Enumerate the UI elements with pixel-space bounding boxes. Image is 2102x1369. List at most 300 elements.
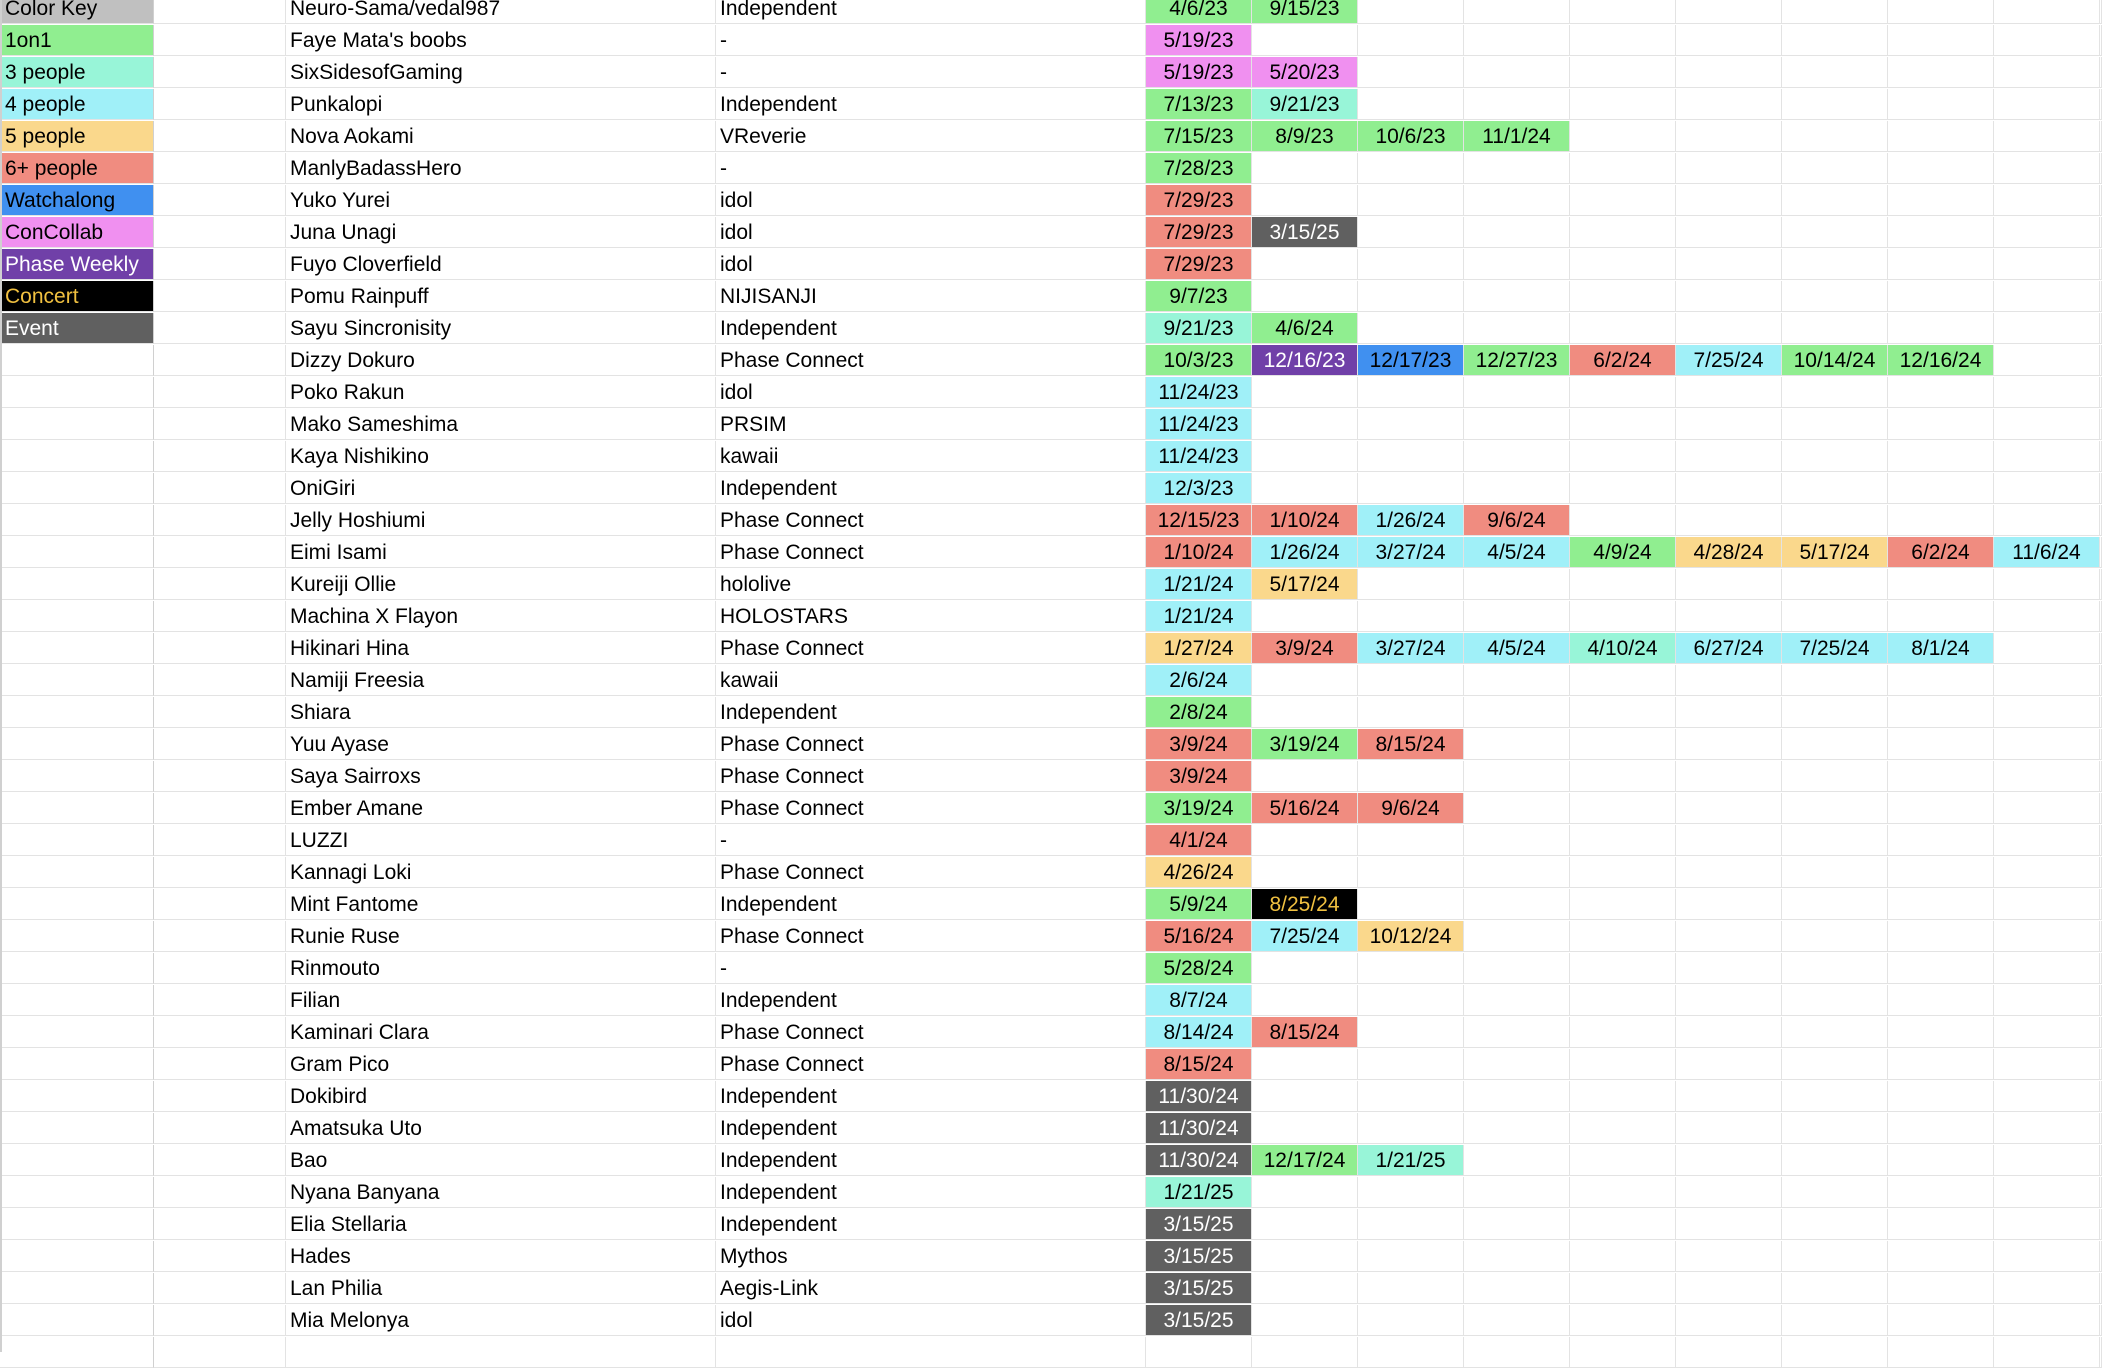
date-cell[interactable] <box>1570 985 1676 1016</box>
date-cell[interactable] <box>1570 601 1676 632</box>
date-cell[interactable]: 7/13/23 <box>1146 89 1252 120</box>
color-key-cell[interactable] <box>0 345 154 376</box>
empty-cell[interactable] <box>154 1113 286 1144</box>
name-cell[interactable]: Yuu Ayase <box>286 729 716 760</box>
date-cell[interactable]: 1/26/24 <box>1252 537 1358 568</box>
date-cell[interactable] <box>1888 665 1994 696</box>
date-cell[interactable] <box>1676 1113 1782 1144</box>
date-cell[interactable] <box>1570 505 1676 536</box>
affiliation-cell[interactable]: PRSIM <box>716 409 1146 440</box>
date-cell[interactable] <box>1888 1337 1994 1368</box>
empty-cell[interactable] <box>154 1241 286 1272</box>
date-cell[interactable] <box>1782 889 1888 920</box>
date-cell[interactable] <box>1464 1273 1570 1304</box>
date-cell[interactable] <box>1888 601 1994 632</box>
affiliation-cell[interactable]: NIJISANJI <box>716 281 1146 312</box>
date-cell[interactable]: 6/2/24 <box>1888 537 1994 568</box>
date-cell[interactable] <box>1570 793 1676 824</box>
name-cell[interactable]: Jelly Hoshiumi <box>286 505 716 536</box>
empty-cell[interactable] <box>154 57 286 88</box>
date-cell[interactable]: 9/15/23 <box>1252 0 1358 24</box>
name-cell[interactable]: Dokibird <box>286 1081 716 1112</box>
date-cell[interactable]: 12/16/24 <box>1888 345 1994 376</box>
date-cell[interactable] <box>1782 665 1888 696</box>
color-key-color-key[interactable]: Color Key <box>0 0 154 24</box>
date-cell[interactable]: 4/26/24 <box>1146 857 1252 888</box>
date-cell[interactable] <box>1358 281 1464 312</box>
date-cell[interactable]: 4/9/24 <box>1570 537 1676 568</box>
date-cell[interactable] <box>1570 1337 1676 1368</box>
affiliation-cell[interactable]: kawaii <box>716 441 1146 472</box>
date-cell[interactable] <box>1994 1273 2100 1304</box>
date-cell[interactable]: 1/10/24 <box>1252 505 1358 536</box>
date-cell[interactable] <box>1252 1337 1358 1368</box>
affiliation-cell[interactable] <box>716 1337 1146 1368</box>
affiliation-cell[interactable]: Aegis-Link <box>716 1273 1146 1304</box>
date-cell[interactable] <box>1570 153 1676 184</box>
affiliation-cell[interactable]: kawaii <box>716 665 1146 696</box>
date-cell[interactable] <box>1782 601 1888 632</box>
name-cell[interactable]: ManlyBadassHero <box>286 153 716 184</box>
empty-cell[interactable] <box>154 441 286 472</box>
date-cell[interactable]: 8/15/24 <box>1358 729 1464 760</box>
date-cell[interactable] <box>1994 409 2100 440</box>
date-cell[interactable]: 5/17/24 <box>1252 569 1358 600</box>
date-cell[interactable] <box>1888 793 1994 824</box>
color-key-cell[interactable] <box>0 793 154 824</box>
date-cell[interactable] <box>1464 985 1570 1016</box>
date-cell[interactable] <box>1782 185 1888 216</box>
date-cell[interactable] <box>1994 601 2100 632</box>
date-cell[interactable] <box>1782 857 1888 888</box>
date-cell[interactable] <box>1782 1273 1888 1304</box>
date-cell[interactable] <box>1888 857 1994 888</box>
name-cell[interactable]: Lan Philia <box>286 1273 716 1304</box>
date-cell[interactable]: 1/26/24 <box>1358 505 1464 536</box>
date-cell[interactable] <box>1782 953 1888 984</box>
date-cell[interactable] <box>1464 1209 1570 1240</box>
name-cell[interactable]: Pomu Rainpuff <box>286 281 716 312</box>
empty-cell[interactable] <box>154 761 286 792</box>
date-cell[interactable] <box>1782 1241 1888 1272</box>
date-cell[interactable] <box>1782 0 1888 24</box>
date-cell[interactable] <box>1464 1145 1570 1176</box>
color-key-cell[interactable] <box>0 1241 154 1272</box>
name-cell[interactable]: OniGiri <box>286 473 716 504</box>
date-cell[interactable] <box>1888 121 1994 152</box>
date-cell[interactable] <box>1570 0 1676 24</box>
color-key-cell[interactable] <box>0 1305 154 1336</box>
date-cell[interactable]: 3/15/25 <box>1146 1241 1252 1272</box>
affiliation-cell[interactable]: Independent <box>716 1081 1146 1112</box>
date-cell[interactable] <box>1782 313 1888 344</box>
date-cell[interactable]: 3/15/25 <box>1252 217 1358 248</box>
date-cell[interactable]: 10/6/23 <box>1358 121 1464 152</box>
date-cell[interactable] <box>1676 601 1782 632</box>
date-cell[interactable] <box>1782 153 1888 184</box>
name-cell[interactable]: Eimi Isami <box>286 537 716 568</box>
empty-cell[interactable] <box>154 953 286 984</box>
date-cell[interactable] <box>1888 89 1994 120</box>
date-cell[interactable] <box>1994 25 2100 56</box>
date-cell[interactable]: 10/12/24 <box>1358 921 1464 952</box>
affiliation-cell[interactable]: Independent <box>716 889 1146 920</box>
name-cell[interactable]: Faye Mata's boobs <box>286 25 716 56</box>
empty-cell[interactable] <box>154 1017 286 1048</box>
affiliation-cell[interactable]: hololive <box>716 569 1146 600</box>
empty-cell[interactable] <box>154 633 286 664</box>
date-cell[interactable]: 5/19/23 <box>1146 57 1252 88</box>
color-key-cell[interactable] <box>0 601 154 632</box>
date-cell[interactable] <box>1676 1241 1782 1272</box>
color-key-cell[interactable] <box>0 1017 154 1048</box>
affiliation-cell[interactable]: - <box>716 825 1146 856</box>
date-cell[interactable]: 8/1/24 <box>1888 633 1994 664</box>
affiliation-cell[interactable]: - <box>716 25 1146 56</box>
color-key-cell[interactable] <box>0 441 154 472</box>
date-cell[interactable] <box>1464 1177 1570 1208</box>
date-cell[interactable]: 1/21/25 <box>1358 1145 1464 1176</box>
date-cell[interactable] <box>1252 857 1358 888</box>
date-cell[interactable] <box>1358 1273 1464 1304</box>
empty-cell[interactable] <box>154 857 286 888</box>
date-cell[interactable] <box>1252 473 1358 504</box>
color-key-cell[interactable] <box>0 1113 154 1144</box>
date-cell[interactable] <box>1358 1017 1464 1048</box>
color-key-cell[interactable] <box>0 761 154 792</box>
empty-cell[interactable] <box>154 313 286 344</box>
date-cell[interactable] <box>1676 377 1782 408</box>
date-cell[interactable]: 4/1/24 <box>1146 825 1252 856</box>
date-cell[interactable] <box>1252 249 1358 280</box>
date-cell[interactable] <box>1888 313 1994 344</box>
date-cell[interactable] <box>1358 473 1464 504</box>
date-cell[interactable] <box>1994 185 2100 216</box>
date-cell[interactable] <box>1782 569 1888 600</box>
date-cell[interactable] <box>1888 1209 1994 1240</box>
date-cell[interactable] <box>1464 601 1570 632</box>
date-cell[interactable]: 10/14/24 <box>1782 345 1888 376</box>
date-cell[interactable] <box>1570 1177 1676 1208</box>
date-cell[interactable] <box>1252 377 1358 408</box>
date-cell[interactable] <box>1782 89 1888 120</box>
date-cell[interactable] <box>1782 761 1888 792</box>
affiliation-cell[interactable]: Independent <box>716 1145 1146 1176</box>
date-cell[interactable] <box>1464 569 1570 600</box>
date-cell[interactable]: 8/15/24 <box>1146 1049 1252 1080</box>
empty-cell[interactable] <box>154 665 286 696</box>
name-cell[interactable]: Hades <box>286 1241 716 1272</box>
date-cell[interactable] <box>1994 281 2100 312</box>
name-cell[interactable]: Punkalopi <box>286 89 716 120</box>
affiliation-cell[interactable]: - <box>716 57 1146 88</box>
name-cell[interactable]: Saya Sairroxs <box>286 761 716 792</box>
date-cell[interactable] <box>1888 1273 1994 1304</box>
date-cell[interactable] <box>1676 89 1782 120</box>
color-key-cell[interactable] <box>0 665 154 696</box>
date-cell[interactable] <box>1464 1337 1570 1368</box>
date-cell[interactable] <box>1994 1305 2100 1336</box>
affiliation-cell[interactable]: Phase Connect <box>716 537 1146 568</box>
date-cell[interactable] <box>1464 697 1570 728</box>
name-cell[interactable]: Bao <box>286 1145 716 1176</box>
affiliation-cell[interactable]: Independent <box>716 1209 1146 1240</box>
color-key-cell[interactable] <box>0 1209 154 1240</box>
date-cell[interactable]: 3/15/25 <box>1146 1273 1252 1304</box>
date-cell[interactable] <box>1888 217 1994 248</box>
name-cell[interactable]: Juna Unagi <box>286 217 716 248</box>
date-cell[interactable]: 5/16/24 <box>1252 793 1358 824</box>
date-cell[interactable] <box>1782 473 1888 504</box>
color-key-cell[interactable] <box>0 537 154 568</box>
date-cell[interactable] <box>1782 697 1888 728</box>
date-cell[interactable] <box>1358 697 1464 728</box>
date-cell[interactable] <box>1570 281 1676 312</box>
date-cell[interactable] <box>1570 217 1676 248</box>
name-cell[interactable]: LUZZI <box>286 825 716 856</box>
name-cell[interactable]: Mint Fantome <box>286 889 716 920</box>
date-cell[interactable] <box>1888 1305 1994 1336</box>
empty-cell[interactable] <box>154 537 286 568</box>
date-cell[interactable] <box>1994 857 2100 888</box>
name-cell[interactable]: Neuro-Sama/vedal987 <box>286 0 716 24</box>
date-cell[interactable]: 7/25/24 <box>1676 345 1782 376</box>
empty-cell[interactable] <box>154 249 286 280</box>
date-cell[interactable] <box>1994 1081 2100 1112</box>
date-cell[interactable] <box>1252 761 1358 792</box>
date-cell[interactable] <box>1464 57 1570 88</box>
name-cell[interactable]: Nova Aokami <box>286 121 716 152</box>
affiliation-cell[interactable]: Independent <box>716 0 1146 24</box>
date-cell[interactable] <box>1782 1209 1888 1240</box>
date-cell[interactable]: 5/20/23 <box>1252 57 1358 88</box>
date-cell[interactable] <box>1994 921 2100 952</box>
date-cell[interactable] <box>1888 153 1994 184</box>
date-cell[interactable] <box>1782 1017 1888 1048</box>
date-cell[interactable] <box>1888 281 1994 312</box>
date-cell[interactable] <box>1358 313 1464 344</box>
empty-cell[interactable] <box>154 1081 286 1112</box>
date-cell[interactable] <box>1994 633 2100 664</box>
color-key-4-people[interactable]: 4 people <box>0 89 154 120</box>
date-cell[interactable] <box>1676 825 1782 856</box>
color-key-cell[interactable] <box>0 633 154 664</box>
date-cell[interactable] <box>1676 57 1782 88</box>
date-cell[interactable] <box>1676 889 1782 920</box>
date-cell[interactable] <box>1994 697 2100 728</box>
empty-cell[interactable] <box>154 889 286 920</box>
date-cell[interactable] <box>1994 313 2100 344</box>
date-cell[interactable] <box>1252 1113 1358 1144</box>
date-cell[interactable] <box>1464 1017 1570 1048</box>
date-cell[interactable]: 8/15/24 <box>1252 1017 1358 1048</box>
color-key-concert[interactable]: Concert <box>0 281 154 312</box>
date-cell[interactable] <box>1358 441 1464 472</box>
empty-cell[interactable] <box>154 121 286 152</box>
date-cell[interactable]: 1/21/24 <box>1146 601 1252 632</box>
color-key-concollab[interactable]: ConCollab <box>0 217 154 248</box>
date-cell[interactable] <box>1994 153 2100 184</box>
date-cell[interactable]: 12/17/24 <box>1252 1145 1358 1176</box>
date-cell[interactable] <box>1782 729 1888 760</box>
date-cell[interactable] <box>1888 1017 1994 1048</box>
affiliation-cell[interactable]: Phase Connect <box>716 793 1146 824</box>
date-cell[interactable] <box>1888 0 1994 24</box>
date-cell[interactable] <box>1358 217 1464 248</box>
date-cell[interactable] <box>1358 1177 1464 1208</box>
date-cell[interactable]: 2/8/24 <box>1146 697 1252 728</box>
date-cell[interactable] <box>1888 1241 1994 1272</box>
color-key-event[interactable]: Event <box>0 313 154 344</box>
empty-cell[interactable] <box>154 89 286 120</box>
affiliation-cell[interactable]: Independent <box>716 697 1146 728</box>
empty-cell[interactable] <box>154 569 286 600</box>
date-cell[interactable] <box>1782 1337 1888 1368</box>
date-cell[interactable] <box>1782 1177 1888 1208</box>
date-cell[interactable]: 4/28/24 <box>1676 537 1782 568</box>
date-cell[interactable] <box>1782 25 1888 56</box>
date-cell[interactable] <box>1782 1113 1888 1144</box>
date-cell[interactable] <box>1994 1337 2100 1368</box>
date-cell[interactable] <box>1888 729 1994 760</box>
date-cell[interactable] <box>1252 665 1358 696</box>
date-cell[interactable] <box>1994 985 2100 1016</box>
affiliation-cell[interactable]: Phase Connect <box>716 729 1146 760</box>
date-cell[interactable] <box>1782 121 1888 152</box>
empty-cell[interactable] <box>154 1305 286 1336</box>
empty-cell[interactable] <box>154 921 286 952</box>
date-cell[interactable] <box>1676 441 1782 472</box>
empty-cell[interactable] <box>154 1337 286 1368</box>
date-cell[interactable]: 11/24/23 <box>1146 441 1252 472</box>
date-cell[interactable] <box>1252 697 1358 728</box>
date-cell[interactable] <box>1676 1337 1782 1368</box>
date-cell[interactable] <box>1994 889 2100 920</box>
date-cell[interactable] <box>1570 249 1676 280</box>
date-cell[interactable] <box>1782 249 1888 280</box>
date-cell[interactable] <box>1570 377 1676 408</box>
empty-cell[interactable] <box>154 345 286 376</box>
date-cell[interactable] <box>1994 441 2100 472</box>
affiliation-cell[interactable]: Phase Connect <box>716 857 1146 888</box>
color-key-cell[interactable] <box>0 825 154 856</box>
date-cell[interactable]: 7/25/24 <box>1782 633 1888 664</box>
date-cell[interactable]: 12/15/23 <box>1146 505 1252 536</box>
date-cell[interactable] <box>1464 281 1570 312</box>
name-cell[interactable]: Rinmouto <box>286 953 716 984</box>
name-cell[interactable]: Hikinari Hina <box>286 633 716 664</box>
date-cell[interactable] <box>1464 921 1570 952</box>
date-cell[interactable] <box>1252 1241 1358 1272</box>
date-cell[interactable] <box>1570 1305 1676 1336</box>
affiliation-cell[interactable]: idol <box>716 249 1146 280</box>
date-cell[interactable] <box>1358 601 1464 632</box>
date-cell[interactable] <box>1570 313 1676 344</box>
date-cell[interactable]: 3/27/24 <box>1358 537 1464 568</box>
date-cell[interactable] <box>1464 89 1570 120</box>
date-cell[interactable]: 3/9/24 <box>1146 761 1252 792</box>
date-cell[interactable] <box>1358 1081 1464 1112</box>
date-cell[interactable]: 11/6/24 <box>1994 537 2100 568</box>
date-cell[interactable] <box>1570 441 1676 472</box>
date-cell[interactable] <box>1676 1273 1782 1304</box>
date-cell[interactable] <box>1570 89 1676 120</box>
name-cell[interactable]: Kureiji Ollie <box>286 569 716 600</box>
date-cell[interactable] <box>1888 473 1994 504</box>
date-cell[interactable] <box>1252 985 1358 1016</box>
date-cell[interactable] <box>1782 921 1888 952</box>
color-key-phase-weekly[interactable]: Phase Weekly <box>0 249 154 280</box>
name-cell[interactable]: Dizzy Dokuro <box>286 345 716 376</box>
date-cell[interactable] <box>1464 473 1570 504</box>
date-cell[interactable] <box>1676 1209 1782 1240</box>
date-cell[interactable]: 11/24/23 <box>1146 377 1252 408</box>
affiliation-cell[interactable]: Independent <box>716 985 1146 1016</box>
date-cell[interactable] <box>1252 601 1358 632</box>
date-cell[interactable] <box>1888 1145 1994 1176</box>
date-cell[interactable]: 9/7/23 <box>1146 281 1252 312</box>
date-cell[interactable]: 3/19/24 <box>1146 793 1252 824</box>
date-cell[interactable] <box>1994 729 2100 760</box>
date-cell[interactable] <box>1888 505 1994 536</box>
empty-cell[interactable] <box>154 217 286 248</box>
affiliation-cell[interactable]: Phase Connect <box>716 345 1146 376</box>
name-cell[interactable] <box>286 1337 716 1368</box>
date-cell[interactable] <box>1676 953 1782 984</box>
date-cell[interactable] <box>1464 25 1570 56</box>
name-cell[interactable]: Machina X Flayon <box>286 601 716 632</box>
date-cell[interactable] <box>1570 1209 1676 1240</box>
date-cell[interactable]: 8/7/24 <box>1146 985 1252 1016</box>
date-cell[interactable] <box>1252 153 1358 184</box>
affiliation-cell[interactable]: VReverie <box>716 121 1146 152</box>
date-cell[interactable] <box>1358 409 1464 440</box>
date-cell[interactable] <box>1994 793 2100 824</box>
empty-cell[interactable] <box>154 473 286 504</box>
date-cell[interactable] <box>1464 1241 1570 1272</box>
date-cell[interactable] <box>1676 505 1782 536</box>
date-cell[interactable] <box>1782 377 1888 408</box>
date-cell[interactable] <box>1464 1113 1570 1144</box>
date-cell[interactable] <box>1464 793 1570 824</box>
date-cell[interactable] <box>1570 409 1676 440</box>
date-cell[interactable] <box>1570 665 1676 696</box>
affiliation-cell[interactable]: Independent <box>716 89 1146 120</box>
name-cell[interactable]: Gram Pico <box>286 1049 716 1080</box>
color-key-cell[interactable] <box>0 1177 154 1208</box>
color-key-3-people[interactable]: 3 people <box>0 57 154 88</box>
date-cell[interactable] <box>1570 473 1676 504</box>
date-cell[interactable] <box>1676 249 1782 280</box>
date-cell[interactable] <box>1570 1241 1676 1272</box>
date-cell[interactable] <box>1252 1209 1358 1240</box>
date-cell[interactable] <box>1676 409 1782 440</box>
date-cell[interactable] <box>1676 985 1782 1016</box>
date-cell[interactable] <box>1888 697 1994 728</box>
color-key-cell[interactable] <box>0 1145 154 1176</box>
date-cell[interactable]: 11/1/24 <box>1464 121 1570 152</box>
empty-cell[interactable] <box>154 697 286 728</box>
date-cell[interactable]: 6/2/24 <box>1570 345 1676 376</box>
date-cell[interactable] <box>1464 1305 1570 1336</box>
date-cell[interactable] <box>1888 921 1994 952</box>
date-cell[interactable] <box>1994 249 2100 280</box>
date-cell[interactable] <box>1358 0 1464 24</box>
affiliation-cell[interactable]: Phase Connect <box>716 921 1146 952</box>
color-key-watchalong[interactable]: Watchalong <box>0 185 154 216</box>
empty-cell[interactable] <box>154 601 286 632</box>
date-cell[interactable] <box>1676 793 1782 824</box>
